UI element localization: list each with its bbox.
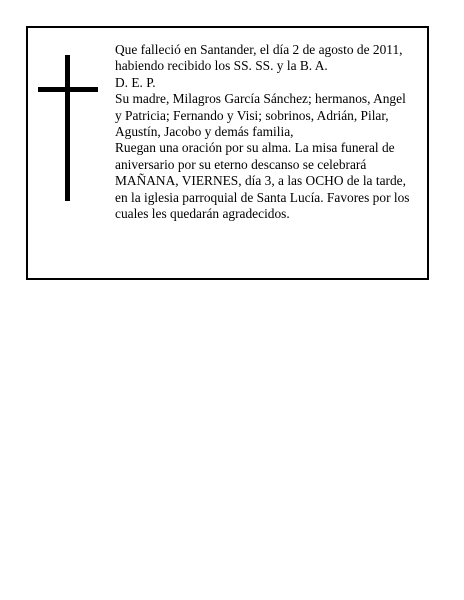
notice-line: aniversario por su eterno descanso se celebrará <box>115 156 367 172</box>
notice-line: y Patricia; Fernando y Visi; sobrinos, Adrián, Pilar, <box>115 107 389 123</box>
notice-line: Agustín, Jacobo y demás familia, <box>115 124 294 140</box>
notice-line: MAÑANA, VIERNES, día 3, a las OCHO de la tarde, <box>115 173 406 189</box>
obituary-notice-frame <box>26 26 429 280</box>
notice-line: D. E. P. <box>115 74 156 90</box>
notice-line: habiendo recibido los SS. SS. y la B. A. <box>115 58 328 74</box>
cross-vertical-bar <box>65 55 70 201</box>
notice-line: Su madre, Milagros García Sánchez; hermanos, Angel <box>115 91 406 107</box>
cross-horizontal-bar <box>38 87 98 92</box>
obituary-text <box>115 42 420 222</box>
notice-line: Ruegan una oración por su alma. La misa funeral de <box>115 140 395 156</box>
cross-icon <box>38 55 98 201</box>
notice-line: cuales les quedarán agradecidos. <box>115 206 290 222</box>
notice-line: en la iglesia parroquial de Santa Lucía. Favores por los <box>115 189 410 205</box>
notice-line: Que falleció en Santander, el día 2 de agosto de 2011, <box>115 42 403 57</box>
